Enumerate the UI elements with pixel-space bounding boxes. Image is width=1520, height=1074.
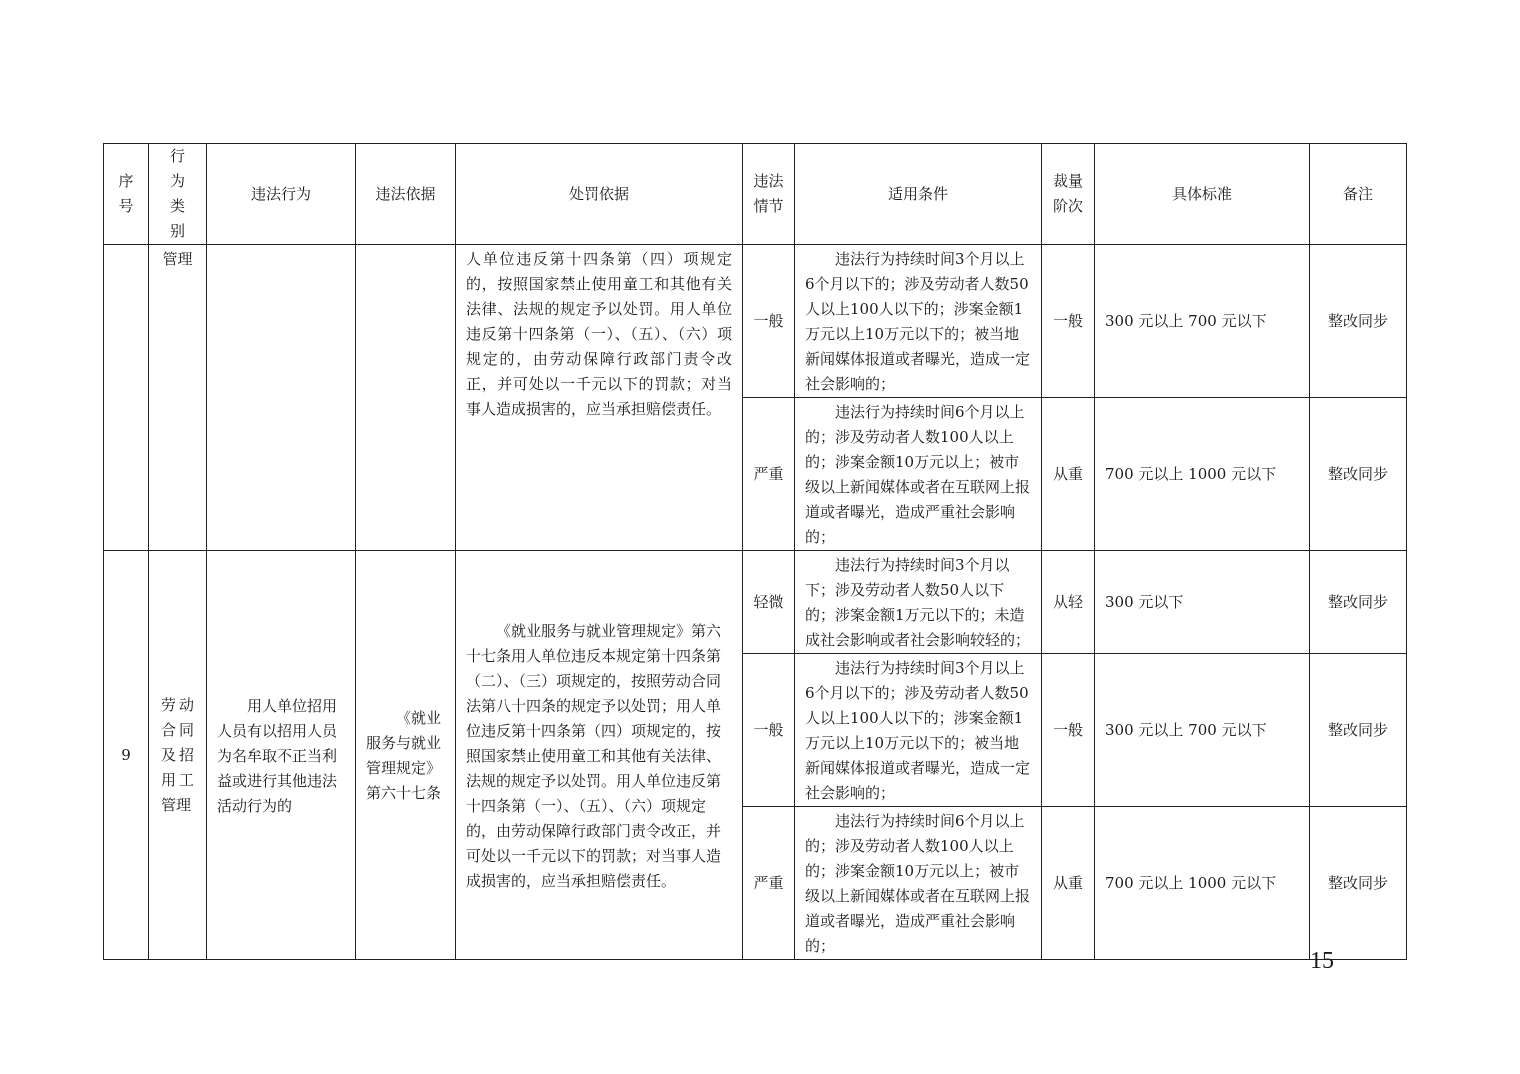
condition-cell: 违法行为持续时间6个月以上的；涉及劳动者人数100人以上的；涉案金额10万元以上；被市级以上新闻媒体或者在互联网上报道或者曝光，造成严重社会影响的； bbox=[795, 398, 1042, 551]
header-act: 违法行为 bbox=[207, 144, 356, 245]
illegal-act-cell: 用人单位招用人员有以招用人员为名牟取不正当利益或进行其他违法活动行为的 bbox=[207, 551, 356, 960]
standard-cell: 700 元以上 1000 元以下 bbox=[1095, 807, 1310, 960]
legal-basis-cell: 《就业服务与就业管理规定》第六十七条 bbox=[356, 551, 456, 960]
header-no: 序号 bbox=[104, 144, 149, 245]
condition-cell: 违法行为持续时间3个月以上6个月以下的；涉及劳动者人数50人以上100人以下的；涉案金额1万元以上10万元以下的；被当地新闻媒体报道或者曝光，造成一定社会影响的； bbox=[795, 654, 1042, 807]
note-cell: 整改同步 bbox=[1310, 807, 1407, 960]
header-circumstance: 违法情节 bbox=[743, 144, 795, 245]
penalty-standards-table bbox=[103, 143, 1407, 960]
header-category: 行为类别 bbox=[149, 144, 207, 245]
table-row bbox=[104, 551, 1407, 654]
level-cell: 从重 bbox=[1042, 807, 1095, 960]
level-cell: 一般 bbox=[1042, 654, 1095, 807]
circumstance-cell: 轻微 bbox=[743, 551, 795, 654]
circumstance-cell: 严重 bbox=[743, 807, 795, 960]
note-cell: 整改同步 bbox=[1310, 245, 1407, 398]
page-number: 15 bbox=[1310, 948, 1334, 974]
standard-cell: 300 元以下 bbox=[1095, 551, 1310, 654]
level-cell: 从重 bbox=[1042, 398, 1095, 551]
header-condition: 适用条件 bbox=[795, 144, 1042, 245]
condition-cell: 违法行为持续时间3个月以上6个月以下的；涉及劳动者人数50人以上100人以下的；涉案金额1万元以上10万元以下的；被当地新闻媒体报道或者曝光，造成一定社会影响的； bbox=[795, 245, 1042, 398]
table-row bbox=[104, 245, 1407, 398]
condition-cell: 违法行为持续时间3个月以下；涉及劳动者人数50人以下的；涉案金额1万元以下的；未造成社会影响或者社会影响较轻的； bbox=[795, 551, 1042, 654]
header-basis: 处罚依据 bbox=[456, 144, 743, 245]
header-note: 备注 bbox=[1310, 144, 1407, 245]
note-cell: 整改同步 bbox=[1310, 398, 1407, 551]
level-cell: 一般 bbox=[1042, 245, 1095, 398]
header-law: 违法依据 bbox=[356, 144, 456, 245]
level-cell: 从轻 bbox=[1042, 551, 1095, 654]
condition-cell: 违法行为持续时间6个月以上的；涉及劳动者人数100人以上的；涉案金额10万元以上；被市级以上新闻媒体或者在互联网上报道或者曝光，造成严重社会影响的； bbox=[795, 807, 1042, 960]
item-number: 9 bbox=[104, 551, 149, 960]
standard-cell: 700 元以上 1000 元以下 bbox=[1095, 398, 1310, 551]
header-row bbox=[104, 144, 1407, 245]
note-cell: 整改同步 bbox=[1310, 551, 1407, 654]
standard-cell: 300 元以上 700 元以下 bbox=[1095, 245, 1310, 398]
penalty-basis-cell: 人单位违反第十四条第（四）项规定的，按照国家禁止使用童工和其他有关法律、法规的规定予以处罚。用人单位违反第十四条第（一）、（五）、（六）项规定的，由劳动保障行政部门责令改正，并可处以一千元以下的罚款；对当事人造成损害的，应当承担赔偿责任。 bbox=[456, 245, 743, 551]
standard-cell: 300 元以上 700 元以下 bbox=[1095, 654, 1310, 807]
penalty-basis-cell: 《就业服务与就业管理规定》第六十七条用人单位违反本规定第十四条第（二）、（三）项规定的，按照劳动合同法第八十四条的规定予以处罚；用人单位违反第十四条第（四）项规定的，按照国家禁止使用童工和其他有关法律、法规的规定予以处罚。用人单位违反第十四条第（一）、（五）、（六）项规定的，由劳动保障行政部门责令改正，并可处以一千元以下的罚款；对当事人造成损害的，应当承担赔偿责任。 bbox=[456, 551, 743, 960]
circumstance-cell: 严重 bbox=[743, 398, 795, 551]
category-cell: 管理 bbox=[149, 245, 207, 551]
category-cell: 劳动合同及招用工管理 bbox=[149, 551, 207, 960]
note-cell: 整改同步 bbox=[1310, 654, 1407, 807]
circumstance-cell: 一般 bbox=[743, 245, 795, 398]
circumstance-cell: 一般 bbox=[743, 654, 795, 807]
header-standard: 具体标准 bbox=[1095, 144, 1310, 245]
header-level: 裁量阶次 bbox=[1042, 144, 1095, 245]
